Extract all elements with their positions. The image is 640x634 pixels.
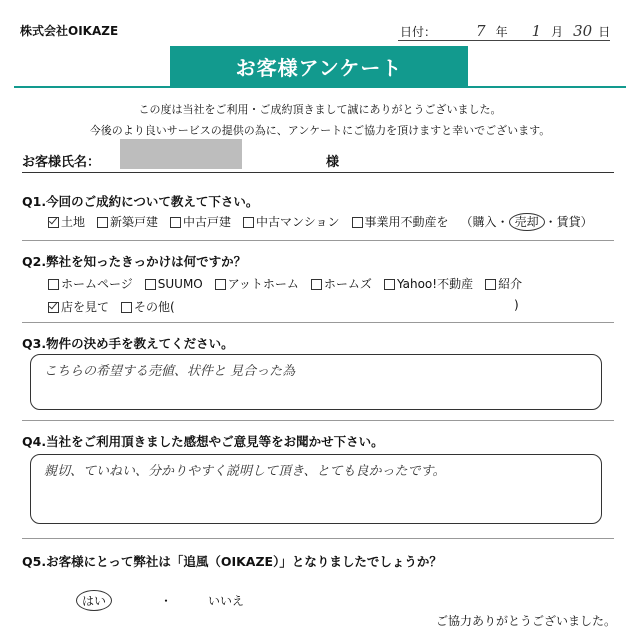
q2-option-suumo[interactable]: SUUMO — [145, 277, 203, 291]
survey-title: お客様アンケート — [170, 46, 468, 86]
q5-separator: ・ — [160, 594, 173, 608]
q1-divider — [22, 240, 614, 241]
checkbox-checked-icon — [48, 217, 59, 228]
q5-no[interactable]: いいえ — [208, 594, 245, 608]
checkbox-icon — [384, 279, 395, 290]
checkbox-icon — [243, 217, 254, 228]
q1-options — [48, 213, 593, 230]
date-underline — [398, 40, 610, 41]
date-day-unit: 日 — [598, 25, 611, 39]
q3-divider — [22, 420, 614, 421]
checkbox-icon — [485, 279, 496, 290]
date-month-unit: 月 — [551, 25, 564, 39]
date-year: 7 — [476, 22, 486, 40]
q1-option-commercial[interactable]: 事業用不動産を — [352, 213, 449, 230]
q2-option-homepage[interactable]: ホームページ — [48, 275, 133, 292]
date-label: 日付： — [400, 25, 437, 39]
q2-options-row1 — [48, 275, 522, 292]
q3-answer-text: こちらの希望する売値、状件と 見合った為 — [44, 364, 296, 379]
q2-option-store[interactable]: 店を見て — [48, 298, 109, 315]
date-month: 1 — [531, 22, 542, 40]
q2-option-other[interactable]: その他( — [121, 298, 175, 315]
checkbox-icon — [121, 302, 132, 313]
checkbox-checked-icon — [48, 302, 59, 313]
q1-sub-rent[interactable]: 賃貸 — [556, 215, 581, 229]
customer-name-redacted — [120, 139, 242, 169]
q1-question: Q1.今回のご成約について教えて下さい。 — [22, 194, 259, 209]
title-rule — [14, 86, 626, 88]
customer-name-underline — [22, 172, 614, 173]
q5-yes-circled[interactable]: はい — [76, 590, 112, 611]
q2-question: Q2.弊社を知ったきっかけは何ですか？ — [22, 254, 247, 269]
checkbox-icon — [170, 217, 181, 228]
q1-option-new-house[interactable]: 新築戸建 — [97, 213, 158, 230]
checkbox-icon — [352, 217, 363, 228]
q4-divider — [22, 538, 614, 539]
checkbox-icon — [97, 217, 108, 228]
q4-answer-text: 親切、ていねい、分かりやすく説明して頂き、とても良かったです。 — [44, 464, 446, 479]
customer-name-suffix: 様 — [326, 155, 340, 170]
q3-question: Q3.物件の決め手を教えてください。 — [22, 336, 234, 351]
q2-option-homes[interactable]: ホームズ — [311, 275, 372, 292]
q1-commercial-sub: （購入・ 売却 ・賃貸） — [460, 215, 593, 229]
checkbox-icon — [215, 279, 226, 290]
checkbox-icon — [311, 279, 322, 290]
q2-option-referral[interactable]: 紹介 — [485, 275, 522, 292]
q2-divider — [22, 322, 614, 323]
intro-line-2: 今後のより良いサービスの提供の為に、アンケートにご協力を頂けますと幸いでございます。 — [89, 124, 551, 137]
q2-other-close-paren: ) — [514, 298, 519, 312]
checkbox-icon — [145, 279, 156, 290]
q1-option-used-house[interactable]: 中古戸建 — [170, 213, 231, 230]
q2-options-row2 — [48, 298, 175, 315]
intro-line-1: この度は当社をご利用・ご成約頂きまして誠にありがとうございました。 — [138, 103, 502, 116]
date-field — [400, 22, 610, 40]
date-day: 30 — [573, 22, 593, 40]
q1-sub-sale-circled[interactable]: 売却 — [509, 213, 545, 231]
company-name: 株式会社OIKAZE — [20, 24, 119, 38]
q5-question: Q5.お客様にとって弊社は「追風（OIKAZE）」となりましたでしょうか？ — [22, 554, 442, 569]
q2-option-athome[interactable]: アットホーム — [215, 275, 299, 292]
q2-option-yahoo[interactable]: Yahoo!不動産 — [384, 275, 473, 292]
q1-option-used-condo[interactable]: 中古マンション — [243, 213, 339, 230]
q1-option-land[interactable]: 土地 — [48, 213, 85, 230]
q4-question: Q4.当社をご利用頂きました感想やご意見等をお聞かせ下さい。 — [22, 434, 384, 449]
checkbox-icon — [48, 279, 59, 290]
customer-name-label: お客様氏名： — [22, 155, 101, 170]
date-year-unit: 年 — [495, 25, 508, 39]
q1-sub-purchase[interactable]: 購入 — [472, 215, 497, 229]
footer-thanks: ご協力ありがとうございました。 — [436, 614, 617, 628]
